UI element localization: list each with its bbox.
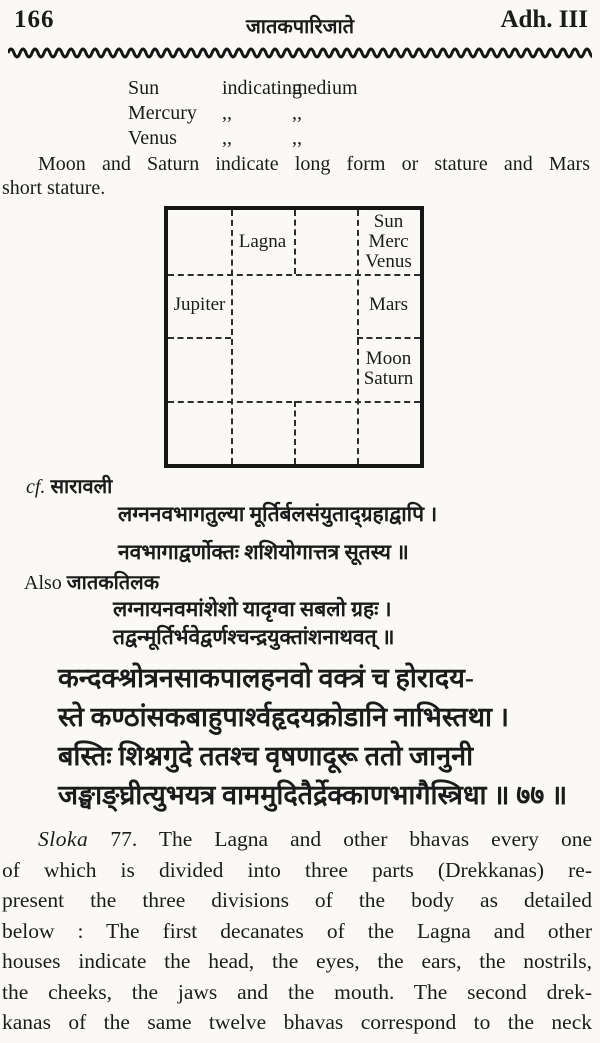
indication-row-mercury: [128, 101, 358, 126]
chart-label: Mars: [368, 294, 409, 316]
horoscope-chart: [164, 206, 424, 468]
chart-label: Lagna: [238, 230, 287, 252]
source-name: सारावली: [50, 476, 113, 498]
wavy-divider: [8, 44, 592, 60]
sloka-line: the cheeks, the jaws and the mouth. The second drek-: [2, 979, 592, 1004]
wavy-divider-path: [8, 49, 592, 57]
also-label: Also: [24, 572, 62, 594]
main-verse-line: कन्दक्श्रोत्रनसाकपालहनवो वक्त्रं च होरादय-: [58, 663, 474, 693]
chart-grid-line: [294, 401, 296, 465]
chart-label: Merc: [368, 230, 409, 252]
chart-cell-sun-merc-venus: [357, 210, 420, 274]
chart-grid-line: [294, 210, 296, 274]
ditto-mark: ,,: [292, 127, 302, 149]
jatakatilaka-verse-line: लग्नायनवमांशेशो यादृग्वा सबलो ग्रहः ।: [113, 597, 392, 621]
chart-cell-moon-saturn: [357, 337, 420, 401]
citation-saravali: [26, 472, 112, 499]
sloka-line: of which is divided into three parts (Drekkanas) re-: [2, 857, 592, 882]
jatakatilaka-verse-line: तद्वन्मूर्तिर्भवेद्वर्णश्चन्द्रयुक्तांशनाथवत् ॥: [113, 625, 395, 649]
main-verse-line: स्ते कण्ठांसकबाहुपार्श्वहृदयक्रोडानि नाभिस्तथा ।: [58, 702, 509, 732]
sloka-label: Sloka: [38, 827, 89, 851]
citation-jatakatilaka: [24, 568, 159, 595]
sloka-line: below : The first decanates of the Lagna and other: [2, 918, 592, 943]
sloka-first-line: [2, 824, 592, 855]
sloka-number: 77.: [110, 827, 138, 851]
chart-label: Sun: [373, 210, 404, 232]
chart-label: Saturn: [363, 367, 414, 389]
indication-value: medium: [292, 77, 358, 99]
main-verse-line: बस्तिः शिश्नगुदे ततश्च वृषणादूरू ततो जानुनी: [58, 741, 474, 771]
chart-cell-lagna: [231, 210, 294, 274]
chart-cell-mars: [357, 274, 420, 338]
indication-row-sun: [128, 76, 358, 101]
chart-label: Moon: [365, 347, 412, 369]
chart-grid-line: [168, 337, 231, 339]
page-number: 166: [14, 6, 55, 33]
main-verse-line: जङ्घाङ्घ्रीत्युभयत्र वाममुदितैर्द्रेक्काणभागैस्त्रिधा ॥ ७७ ॥: [58, 780, 568, 810]
ditto-mark: ,,: [222, 127, 232, 149]
chart-label: Jupiter: [173, 294, 226, 316]
chapter-label: Adh. III: [500, 6, 588, 33]
chart-cell-jupiter: [168, 274, 231, 338]
ditto-mark: ,,: [292, 102, 302, 124]
planet-name: Sun: [128, 77, 160, 99]
sloka-line: houses indicate the head, the eyes, the ears, the nostrils,: [2, 949, 592, 973]
planet-name: Mercury: [128, 102, 197, 124]
indication-row-venus: [128, 126, 358, 151]
sloka-line: present the three divisions of the body as detailed: [2, 888, 592, 912]
paragraph-line: short stature.: [2, 177, 106, 199]
moon-saturn-paragraph: [2, 152, 590, 200]
sloka-text: The Lagna and other bhavas every one: [158, 827, 592, 851]
sloka-paragraph: [2, 824, 592, 1038]
indications-list: [128, 76, 358, 151]
saravali-verse-line: नवभागाद्वर्णोक्तः शशियोगात्तत्र सूतस्य ॥: [118, 540, 409, 564]
paragraph-text: Moon and Saturn indicate long form or stature and Mars: [38, 153, 590, 175]
chart-label: Venus: [365, 250, 412, 272]
cf-label: cf.: [26, 476, 46, 498]
source-name: जातकतिलक: [66, 572, 160, 594]
planet-name: Venus: [128, 127, 177, 149]
ditto-mark: ,,: [222, 102, 232, 124]
sloka-line: kanas of the same twelve bhavas correspond to the neck: [2, 1010, 592, 1034]
paragraph-line: [2, 152, 590, 176]
book-title: जातकपारिजाते: [245, 16, 355, 38]
indication-word: indicating: [222, 77, 302, 99]
chart-grid-line: [168, 401, 420, 403]
saravali-verse-line: लग्ननवभागतुल्या मूर्तिर्बलसंयुताद्ग्रहाद्वापि ।: [118, 502, 438, 526]
